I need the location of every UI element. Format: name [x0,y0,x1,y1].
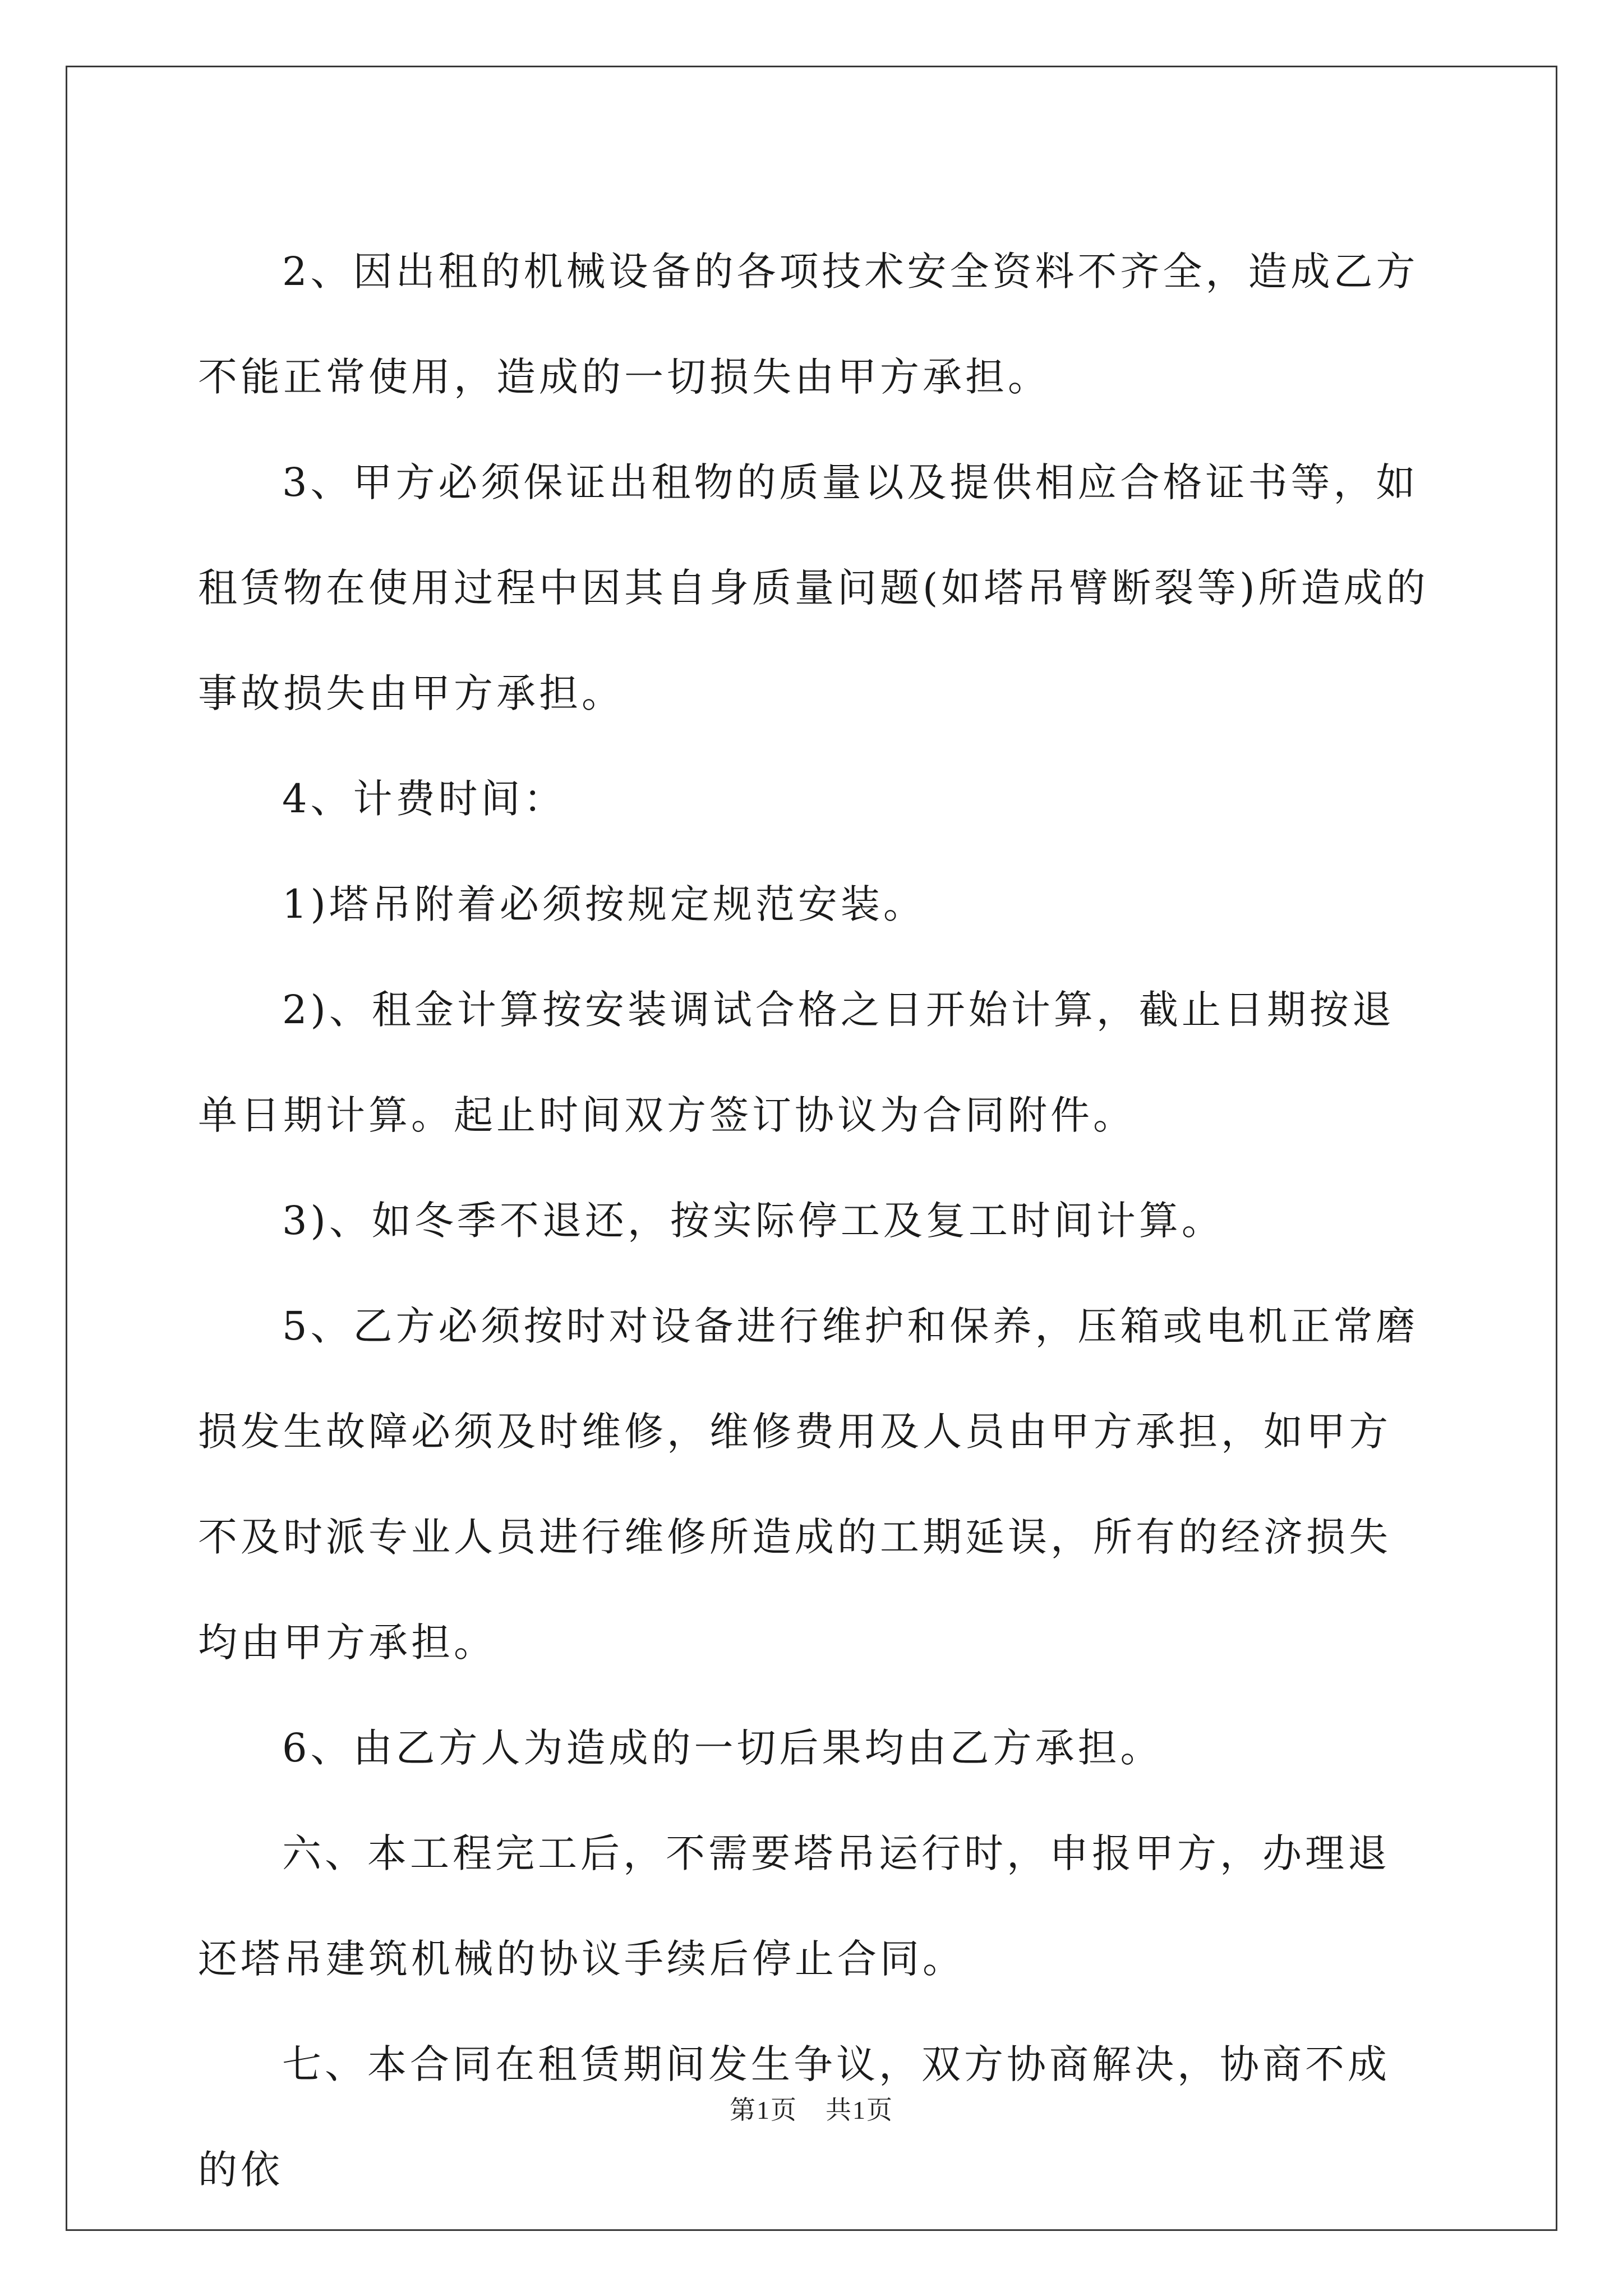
paragraph-clause-4: 4、计费时间： [282,776,566,822]
paragraph-sub-3: 3)、如冬季不退还，按实际停工及复工时间计算。 [282,1198,1224,1244]
paragraph-clause-3: 3、甲方必须保证出租物的质量以及提供相应合格证书等，如租赁物在使用过程中因其自身质量问题(如塔吊臂断裂等)所造成的事故损失由甲方承担。 [198,459,1429,716]
paragraph-clause-5: 5、乙方必须按时对设备进行维护和保养，压箱或电机正常磨损发生故障必须及时维修，维修费用及人员由甲方承担，如甲方不及时派专业人员进行维修所造成的工期延误，所有的经济损失均由甲方承担。 [198,1303,1419,1665]
paragraph-section-6: 六、本工程完工后，不需要塔吊运行时，申报甲方，办理退还塔吊建筑机械的协议手续后停止合同。 [198,1830,1390,1982]
paragraph-clause-6: 6、由乙方人为造成的一切后果均由乙方承担。 [282,1725,1163,1771]
page-number-total: 共1页 [826,2096,893,2124]
page-footer [0,2090,1623,2127]
paragraph-section-7: 七、本合同在租赁期间发生争议，双方协商解决，协商不成的依 [198,2041,1390,2193]
paragraph-clause-2: 2、因出租的机械设备的各项技术安全资料不齐全，造成乙方不能正常使用，造成的一切损失由甲方承担。 [198,249,1419,400]
paragraph-sub-2: 2)、租金计算按安装调试合格之日开始计算，截止日期按退单日期计算。起止时间双方签订协议为合同附件。 [198,987,1395,1138]
page-number-current: 第1页 [730,2096,797,2124]
document-body [198,219,1432,2223]
paragraph-sub-1: 1)塔吊附着必须按规定规范安装。 [282,881,926,927]
